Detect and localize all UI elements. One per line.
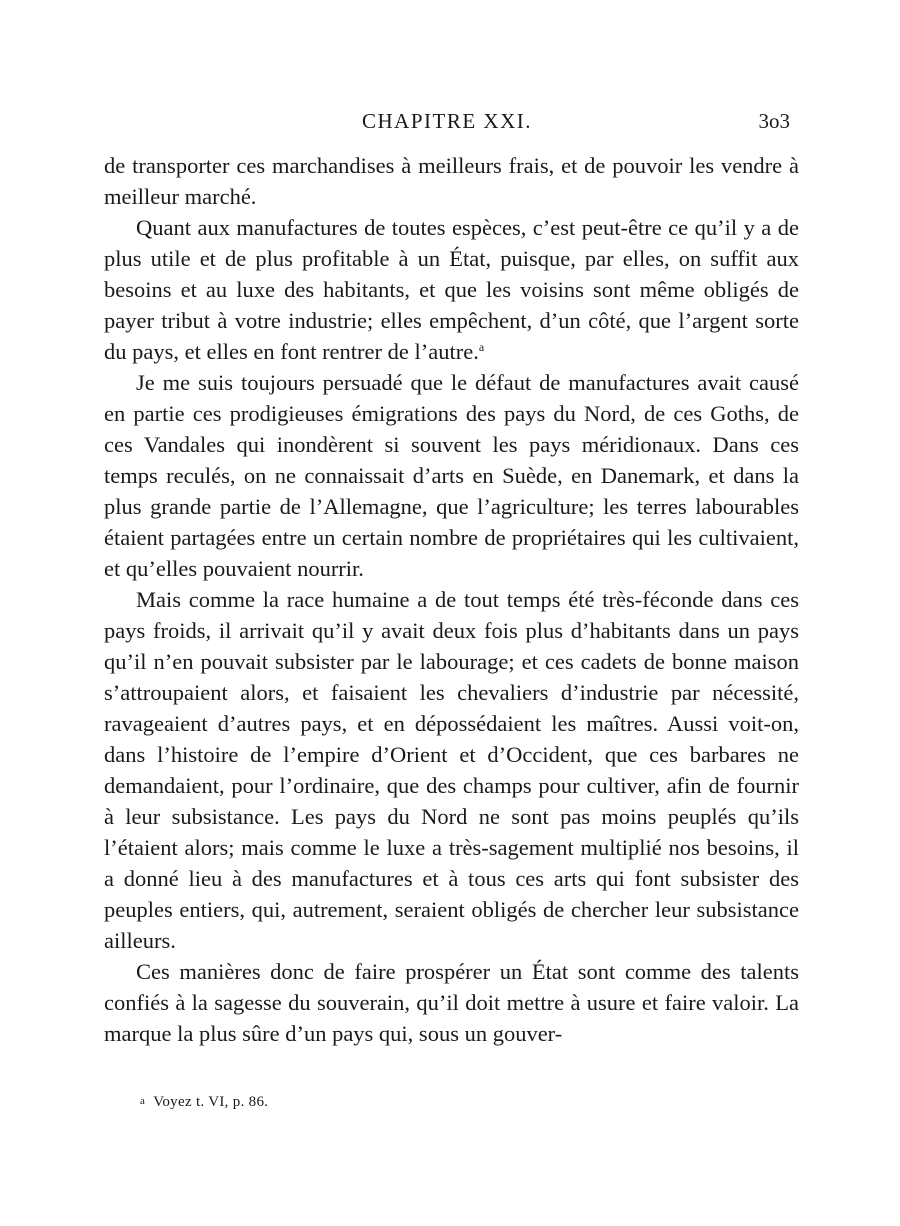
chapter-title: CHAPITRE XXI. (362, 109, 532, 133)
running-head (104, 109, 790, 139)
paragraph-text: Quant aux manufactures de toutes espèces, c’est peut-être ce qu’il y a de plus utile et de plus profitable à un État, puisque, par elles, on suffit aux besoins et au luxe des habitants, et que les voisins sont même obligés de payer tribut à votre industrie; elles empêchent, d’un côté, que l’argent sorte du pays, et elles en font rentrer de l’autre. (104, 215, 799, 364)
paragraph-prosperer (104, 956, 799, 1049)
paragraph-continuation (104, 150, 799, 212)
paragraph-emigrations (104, 367, 799, 584)
paragraph-text: Je me suis toujours persuadé que le défaut de manufactures avait causé en partie ces prodigieuses émigrations des pays du Nord, de ces Goths, de ces Vandales qui inondèrent si souvent les pays méridionaux. Dans ces temps reculés, on ne connaissait d’arts en Suède, en Danemark, et dans la plus grande partie de l’Allemagne, que l’agriculture; les terres labourables étaient partagées entre un certain nombre de propriétaires qui les cultivaient, et qu’elles pouvaient nourrir. (104, 370, 799, 581)
paragraph-text: Mais comme la race humaine a de tout temps été très-féconde dans ces pays froids, il arrivait qu’il y avait deux fois plus d’habitants dans un pays qu’il n’en pouvait subsister par le labourage; et ces cadets de bonne maison s’attroupaient alors, et faisaient les chevaliers d’industrie par nécessité, ravageaient d’autres pays, et en dépossédaient les maîtres. Aussi voit-on, dans l’histoire de l’empire d’Orient et d’Occident, que ces barbares ne demandaient, pour l’ordinaire, que des champs pour cultiver, afin de fournir à leur subsistance. Les pays du Nord ne sont pas moins peuplés qu’ils l’étaient alors; mais comme le luxe a très-sagement multiplié nos besoins, il a donné lieu à des manufactures et à tous ces arts qui font subsister des peuples entiers, qui, autrement, seraient obligés de chercher leur subsistance ailleurs. (104, 587, 799, 953)
footnote-mark: a (140, 1095, 146, 1107)
paragraph-manufactures (104, 212, 799, 367)
paragraph-race-humaine (104, 584, 799, 956)
page-number: 3o3 (758, 109, 790, 133)
body-text (104, 150, 799, 1049)
footnote-reference[interactable]: a (478, 340, 485, 354)
footnote (140, 1094, 268, 1111)
paragraph-text: de transporter ces marchandises à meilleurs frais, et de pouvoir les vendre à meilleur marché. (104, 153, 799, 209)
footnote-text: Voyez t. VI, p. 86. (153, 1094, 269, 1110)
paragraph-text: Ces manières donc de faire prospérer un État sont comme des talents confiés à la sagesse du souverain, qu’il doit mettre à usure et faire valoir. La marque la plus sûre d’un pays qui, sous un gouver- (104, 959, 799, 1046)
